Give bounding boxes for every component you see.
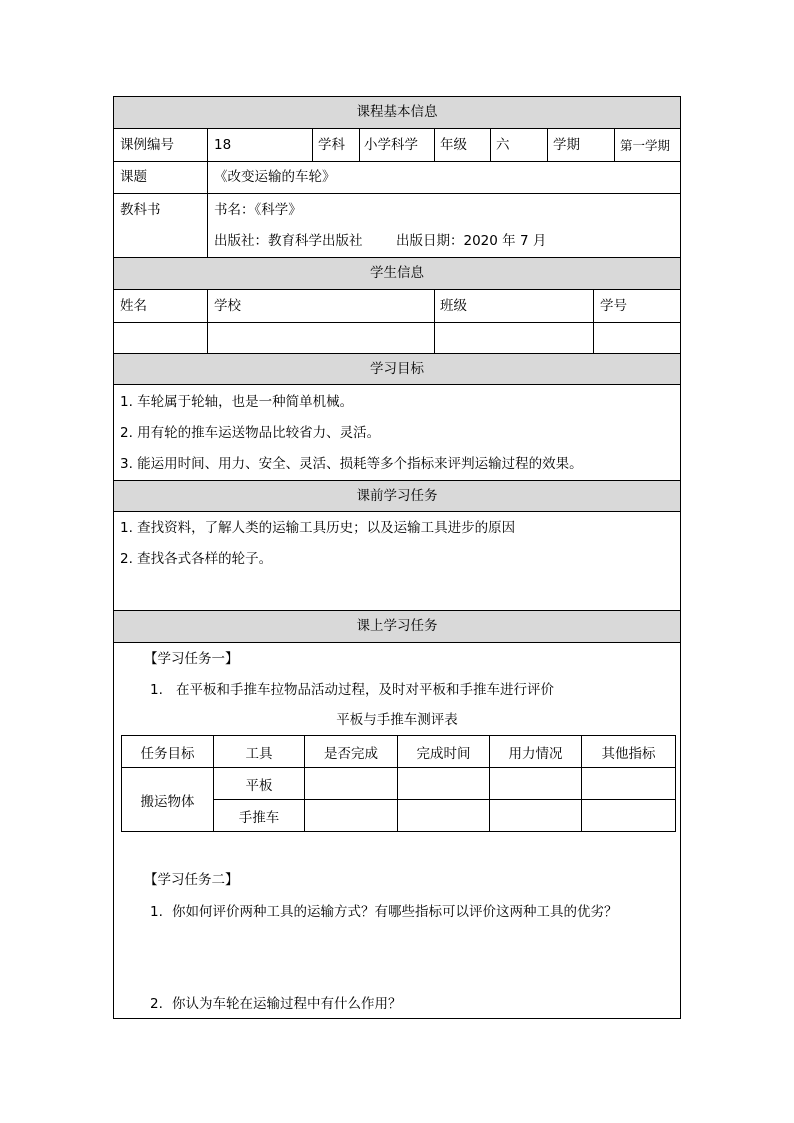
grade-label: 年级 xyxy=(440,137,467,153)
task2-q1: 你如何评价两种工具的运输方式？有哪些指标可以评价这两种工具的优劣？ xyxy=(172,904,618,920)
section-title: 学生信息 xyxy=(370,265,424,281)
name-label: 姓名 xyxy=(120,298,147,314)
header-completed: 是否完成 xyxy=(305,736,398,768)
section-title: 学习目标 xyxy=(370,361,424,377)
term-value: 第一学期 xyxy=(620,138,671,153)
task1-heading: 【学习任务一】 xyxy=(144,651,239,667)
student-id-field[interactable] xyxy=(594,323,681,353)
publisher: 出版社：教育科学出版社 xyxy=(214,233,363,249)
task2-q2: 你认为车轮在运输过程中有什么作用？ xyxy=(172,996,402,1012)
task1-item-number: 1. xyxy=(150,682,163,698)
header-goal: 任务目标 xyxy=(122,736,214,768)
eval-cell[interactable] xyxy=(398,768,490,800)
task2-q1-number: 1. xyxy=(150,904,163,920)
tool-cell: 手推车 xyxy=(214,800,305,832)
grade-value: 六 xyxy=(496,137,510,153)
book-name: 书名：《科学》 xyxy=(214,202,302,218)
student-id-label: 学号 xyxy=(600,298,627,314)
subject-label: 学科 xyxy=(318,137,345,153)
term-label: 学期 xyxy=(553,137,580,153)
subject-value: 小学科学 xyxy=(364,137,418,153)
pre-task-item: 1. 查找资料，了解人类的运输工具历史；以及运输工具进步的原因 xyxy=(120,520,516,536)
section-basic-info xyxy=(114,97,680,129)
section-title: 课前学习任务 xyxy=(356,488,438,504)
section-pre-class xyxy=(114,480,680,512)
section-title: 课上学习任务 xyxy=(356,618,438,634)
eval-cell[interactable] xyxy=(490,768,582,800)
class-label: 班级 xyxy=(440,298,467,314)
task2-heading: 【学习任务二】 xyxy=(144,872,239,888)
lesson-sheet xyxy=(113,96,681,1019)
school-label: 学校 xyxy=(214,298,241,314)
case-no-value: 18 xyxy=(214,137,232,153)
header-tool: 工具 xyxy=(214,736,305,768)
header-other: 其他指标 xyxy=(582,736,676,768)
school-field[interactable] xyxy=(208,323,434,353)
goal-item: 1. 车轮属于轮轴，也是一种简单机械。 xyxy=(120,394,354,410)
eval-table-title: 平板与手推车测评表 xyxy=(336,712,458,728)
section-goals xyxy=(114,353,680,385)
name-field[interactable] xyxy=(114,323,207,353)
class-field[interactable] xyxy=(435,323,593,353)
header-time: 完成时间 xyxy=(398,736,490,768)
eval-cell[interactable] xyxy=(398,800,490,832)
section-title: 课程基本信息 xyxy=(356,104,438,120)
section-in-class xyxy=(114,610,680,643)
eval-cell[interactable] xyxy=(490,800,582,832)
task2-q2-number: 2. xyxy=(150,996,163,1012)
case-no-label: 课例编号 xyxy=(120,137,174,153)
section-student-info xyxy=(114,257,680,290)
title-value: 《改变运输的车轮》 xyxy=(214,169,336,185)
evaluation-table xyxy=(121,735,676,832)
table-row xyxy=(122,768,676,800)
header-effort: 用力情况 xyxy=(490,736,582,768)
row-label: 搬运物体 xyxy=(122,768,214,832)
goal-item: 2. 用有轮的推车运送物品比较省力、灵活。 xyxy=(120,425,381,441)
task1-item: 在平板和手推车拉物品活动过程，及时对平板和手推车进行评价 xyxy=(176,682,554,698)
eval-cell[interactable] xyxy=(305,768,398,800)
eval-cell[interactable] xyxy=(582,768,676,800)
goal-item: 3. 能运用时间、用力、安全、灵活、损耗等多个指标来评判运输过程的效果。 xyxy=(120,456,583,472)
textbook-label: 教科书 xyxy=(120,202,161,218)
table-header-row xyxy=(122,736,676,768)
eval-cell[interactable] xyxy=(305,800,398,832)
title-label: 课题 xyxy=(120,169,147,185)
tool-cell: 平板 xyxy=(214,768,305,800)
publish-date: 出版日期：2020 年 7 月 xyxy=(396,233,547,249)
eval-cell[interactable] xyxy=(582,800,676,832)
pre-task-item: 2. 查找各式各样的轮子。 xyxy=(120,551,273,567)
